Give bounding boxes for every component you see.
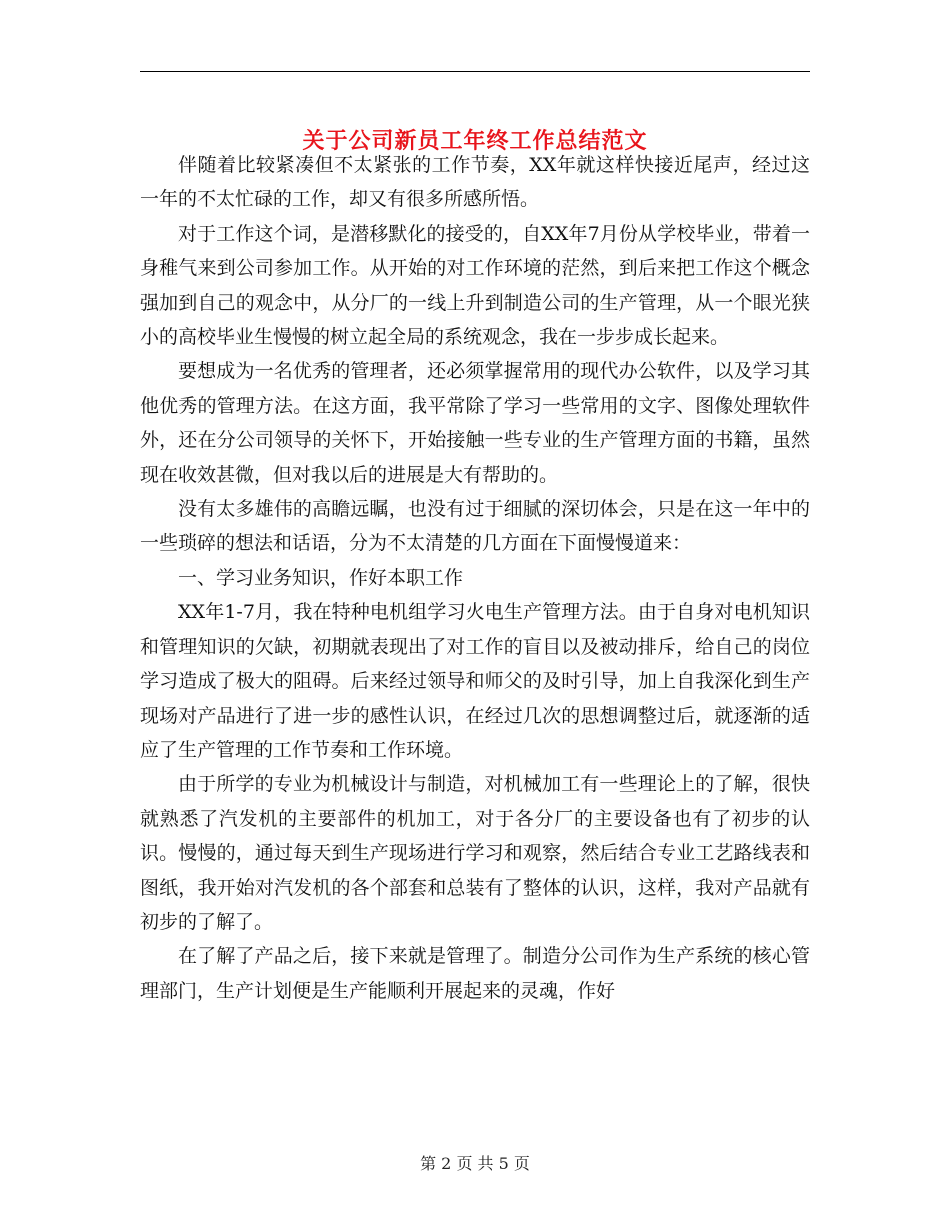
paragraph-5: XX年1-7月，我在特种电机组学习火电生产管理方法。由于自身对电机知识和管理知识的欠缺，初期就表现出了对工作的盲目以及被动排斥，给自己的岗位学习造成了极大的阻碍。后来经过领导和师父的及时引导，加上自我深化到生产现场对产品进行了进一步的感性认识，在经过几次的思想调整过后，就逐渐的适应了生产管理的工作节奏和工作环境。 <box>140 601 810 761</box>
page-number: 第 2 页 共 5 页 <box>420 1154 530 1173</box>
paragraph-2: 对于工作这个词，是潜移默化的接受的，自XX年7月份从学校毕业，带着一身稚气来到公司参加工作。从开始的对工作环境的茫然，到后来把工作这个概念强加到自己的观念中，从分厂的一线上升到制造公司的生产管理，从一个眼光狭小的高校毕业生慢慢的树立起全局的系统观念，我在一步步成长起来。 <box>140 222 810 349</box>
paragraph-3: 要想成为一名优秀的管理者，还必须掌握常用的现代办公软件，以及学习其他优秀的管理方法。在这方面，我平常除了学习一些常用的文字、图像处理软件外，还在分公司领导的关怀下，开始接触一些专业的生产管理方面的书籍，虽然现在收效甚微，但对我以后的进展是大有帮助的。 <box>140 360 810 486</box>
paragraph-7: 在了解了产品之后，接下来就是管理了。制造分公司作为生产系统的核心管理部门，生产计划便是生产能顺利开展起来的灵魂，作好 <box>140 945 810 1002</box>
section-heading-1: 一、学习业务知识，作好本职工作 <box>178 566 464 589</box>
paragraph-6: 由于所学的专业为机械设计与制造，对机械加工有一些理论上的了解，很快就熟悉了汽发机的主要部件的机加工，对于各分厂的主要设备也有了初步的认识。慢慢的，通过每天到生产现场进行学习和观察，然后结合专业工艺路线表和图纸，我开始对汽发机的各个部套和总装有了整体的认识，这样，我对产品就有初步的了解了。 <box>140 773 810 933</box>
document-body <box>140 148 810 1008</box>
document-title: 关于公司新员工年终工作总结范文 <box>302 127 648 154</box>
header-rule <box>140 71 810 72</box>
paragraph-4: 没有太多雄伟的高瞻远瞩，也没有过于细腻的深切体会，只是在这一年中的一些琐碎的想法和话语，分为不太清楚的几方面在下面慢慢道来： <box>140 498 810 555</box>
paragraph-1: 伴随着比较紧凑但不太紧张的工作节奏，XX年就这样快接近尾声，经过这一年的不太忙碌的工作，却又有很多所感所悟。 <box>140 154 810 211</box>
